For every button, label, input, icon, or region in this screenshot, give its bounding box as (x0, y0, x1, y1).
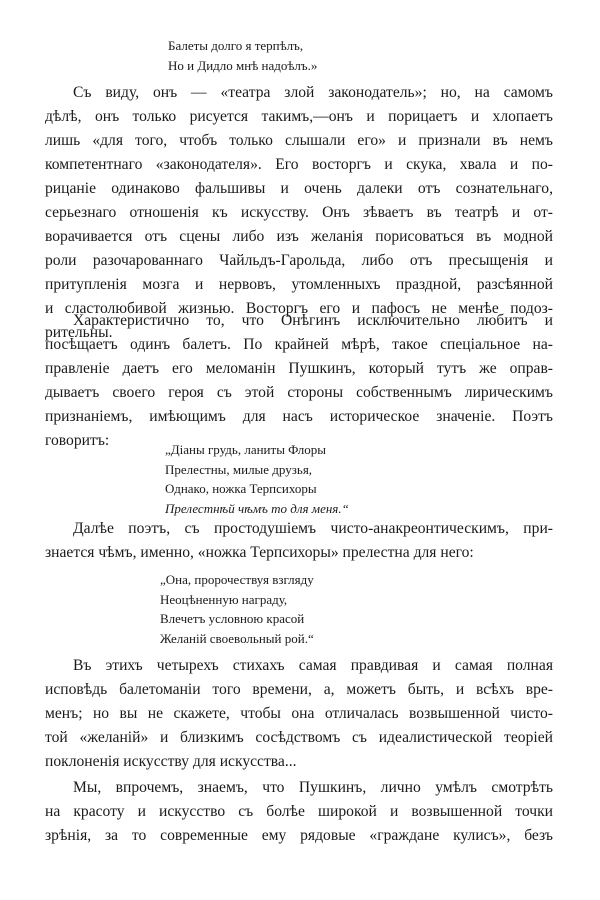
text-line: Далѣе поэтъ, съ простодушіемъ чисто-анакреонтическимъ, при- (73, 520, 553, 537)
text-line: компетентнаго «законодателя». Его восторгъ и скука, хвала и по- (45, 156, 553, 173)
text-line: Характеристично то, что Онѣгинъ исключительно любитъ и (73, 312, 553, 329)
text-line: исповѣдь балетоманіи того времени, а, можетъ быть, и всѣхъ вре- (45, 681, 553, 698)
text-line: на красоту и искусство съ болѣе широкой и возвышенной точки (45, 803, 553, 820)
verse-line: Влечетъ условною красой (160, 611, 305, 626)
text-line: лишь «для того, чтобъ только слышали его» и признали въ немъ (45, 132, 553, 149)
text-line: роли разочарованнаго Чайльдъ-Гарольда, либо отъ пресыщенія и (45, 252, 553, 269)
verse-lower (160, 570, 314, 648)
paragraph-5 (45, 776, 553, 848)
text-line: посѣщаетъ одинъ балетъ. По крайней мѣрѣ, такое спеціальное на- (45, 336, 553, 353)
text-line: ворачивается отъ сцены либо изъ желанія порисоваться въ модной (45, 228, 553, 245)
text-line: Въ этихъ четырехъ стихахъ самая правдивая и самая полная (73, 657, 553, 674)
verse-top (168, 36, 317, 75)
verse-line: Желаній своевольный рой.“ (160, 630, 314, 646)
verse-line: „Діаны грудь, ланиты Флоры (165, 442, 327, 457)
text-line: и сластолюбивой жизнью. Восторгъ его и пафосъ не менѣе подоз- (45, 300, 553, 317)
paragraph-1 (45, 81, 553, 345)
text-line: рительны. (45, 324, 113, 341)
text-line: рицаніе одинаково фальшивы и очень далеки отъ сознательнаго, (45, 180, 553, 197)
text-line: Мы, впрочемъ, знаемъ, что Пушкинъ, лично умѣлъ смотрѣть (73, 779, 553, 796)
verse-line: Неоцѣненную награду, (160, 591, 288, 607)
text-line: зрѣнія, за то современные ему рядовые «граждане кулисъ», безъ (45, 827, 553, 844)
verse-middle (165, 440, 349, 518)
paragraph-4 (45, 654, 553, 774)
text-line: дѣлѣ, онъ только рисуется такимъ,—онъ и порицаетъ и хлопаетъ (45, 108, 553, 125)
text-line: Съ виду, онъ — «театра злой законодатель»; но, на самомъ (73, 84, 553, 101)
verse-line: Но и Дидло мнѣ надоѣлъ.» (168, 57, 318, 73)
text-line: говоритъ: (45, 432, 110, 449)
verse-line: Прелестнѣй чѣмъ то для меня.“ (165, 500, 349, 516)
verse-line: „Она, пророчествуя взгляду (160, 572, 314, 587)
verse-line: Балеты долго я терпѣлъ, (168, 38, 304, 53)
text-line: правленіе даетъ его меломанін Пушкинъ, который тутъ же оправ- (45, 360, 553, 377)
text-line: той «желаній» и близкимъ сосѣдствомъ съ идеалистической теоріей (45, 729, 553, 746)
paragraph-2 (45, 309, 553, 453)
text-line: серьезнаго отношенія къ искусству. Онъ зѣваетъ въ театрѣ и от- (45, 204, 553, 221)
text-line: притупленія мозга и нервовъ, утомленныхъ праздной, разсѣянной (45, 276, 553, 293)
text-line: дываетъ своего героя съ этой стороны собственнымъ лирическимъ (45, 384, 553, 401)
text-line: признаніемъ, имѣющимъ для насъ историческое значеніе. Поэтъ (45, 408, 553, 425)
text-line: поклоненія искусству для искусства... (45, 753, 297, 770)
verse-line: Однако, ножка Терпсихоры (165, 481, 317, 496)
text-line: знается чѣмъ, именно, «ножка Терпсихоры» прелестна для него: (45, 544, 474, 561)
paragraph-3 (45, 517, 553, 565)
text-line: менъ; но вы не скажете, чтобы она отличалась возвышенной чисто- (45, 705, 553, 722)
verse-line: Прелестны, милые друзья, (165, 461, 313, 477)
